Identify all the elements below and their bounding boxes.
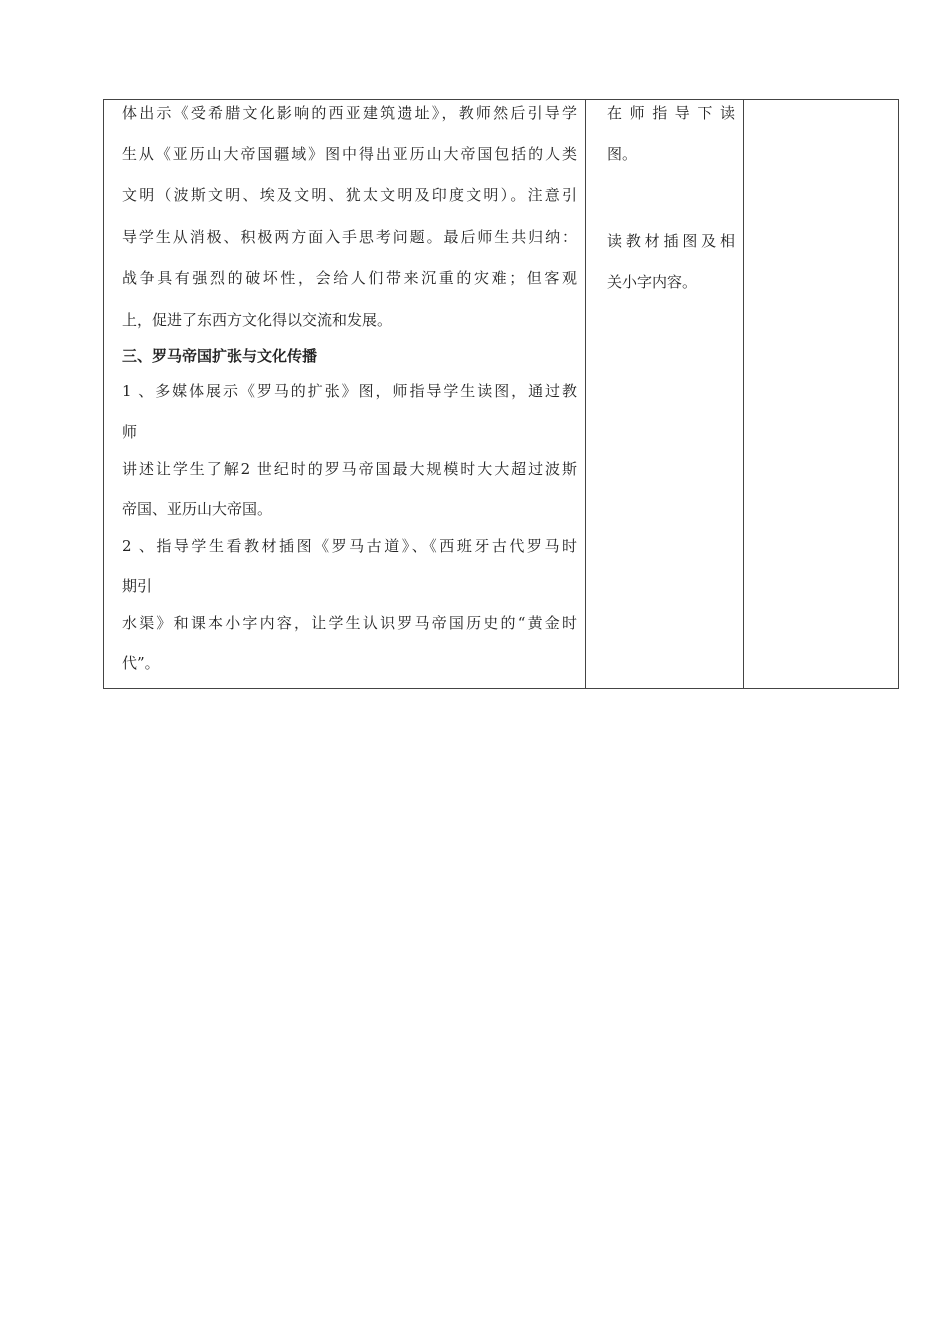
student-activity-cell [586, 100, 744, 688]
paragraph-line: 导学生从消极、积极两方面入手思考问题。最后师生共归纳： [122, 228, 577, 246]
item-line: 2 、指导学生看教材插图《罗马古道》、《西班牙古代罗马时 [122, 537, 577, 555]
student-activity-line: 在 师 指 导 下 读 [607, 104, 735, 122]
item-line: 师 [122, 423, 138, 441]
paragraph-line: 生从《亚历山大帝国疆域》图中得出亚历山大帝国包括的人类 [122, 145, 577, 163]
student-activity-line: 读教材插图及相 [607, 232, 735, 250]
item-line: 期引 [122, 577, 153, 595]
item-line: 水渠》和课本小字内容，让学生认识罗马帝国历史的“黄金时 [122, 614, 577, 632]
item-line: 1 、多媒体展示《罗马的扩张》图，师指导学生读图，通过教 [122, 382, 577, 400]
notes-cell [744, 100, 898, 688]
item-line: 帝国、亚历山大帝国。 [122, 500, 273, 518]
paragraph-line: 上，促进了东西方文化得以交流和发展。 [122, 311, 393, 329]
paragraph-line: 文明（波斯文明、埃及文明、犹太文明及印度文明）。注意引 [122, 186, 577, 204]
section-heading: 三、罗马帝国扩张与文化传播 [122, 347, 318, 365]
student-activity-line: 图。 [607, 145, 638, 163]
lesson-table [103, 99, 899, 689]
item-line: 讲述让学生了解2 世纪时的罗马帝国最大规模时大大超过波斯 [122, 460, 577, 478]
paragraph-line: 体出示《受希腊文化影响的西亚建筑遗址》，教师然后引导学 [122, 104, 577, 122]
paragraph-line: 战争具有强烈的破坏性，会给人们带来沉重的灾难；但客观 [122, 269, 577, 287]
item-line: 代”。 [122, 654, 160, 672]
teacher-activity-cell [104, 100, 586, 688]
student-activity-line: 关小字内容。 [607, 273, 698, 291]
